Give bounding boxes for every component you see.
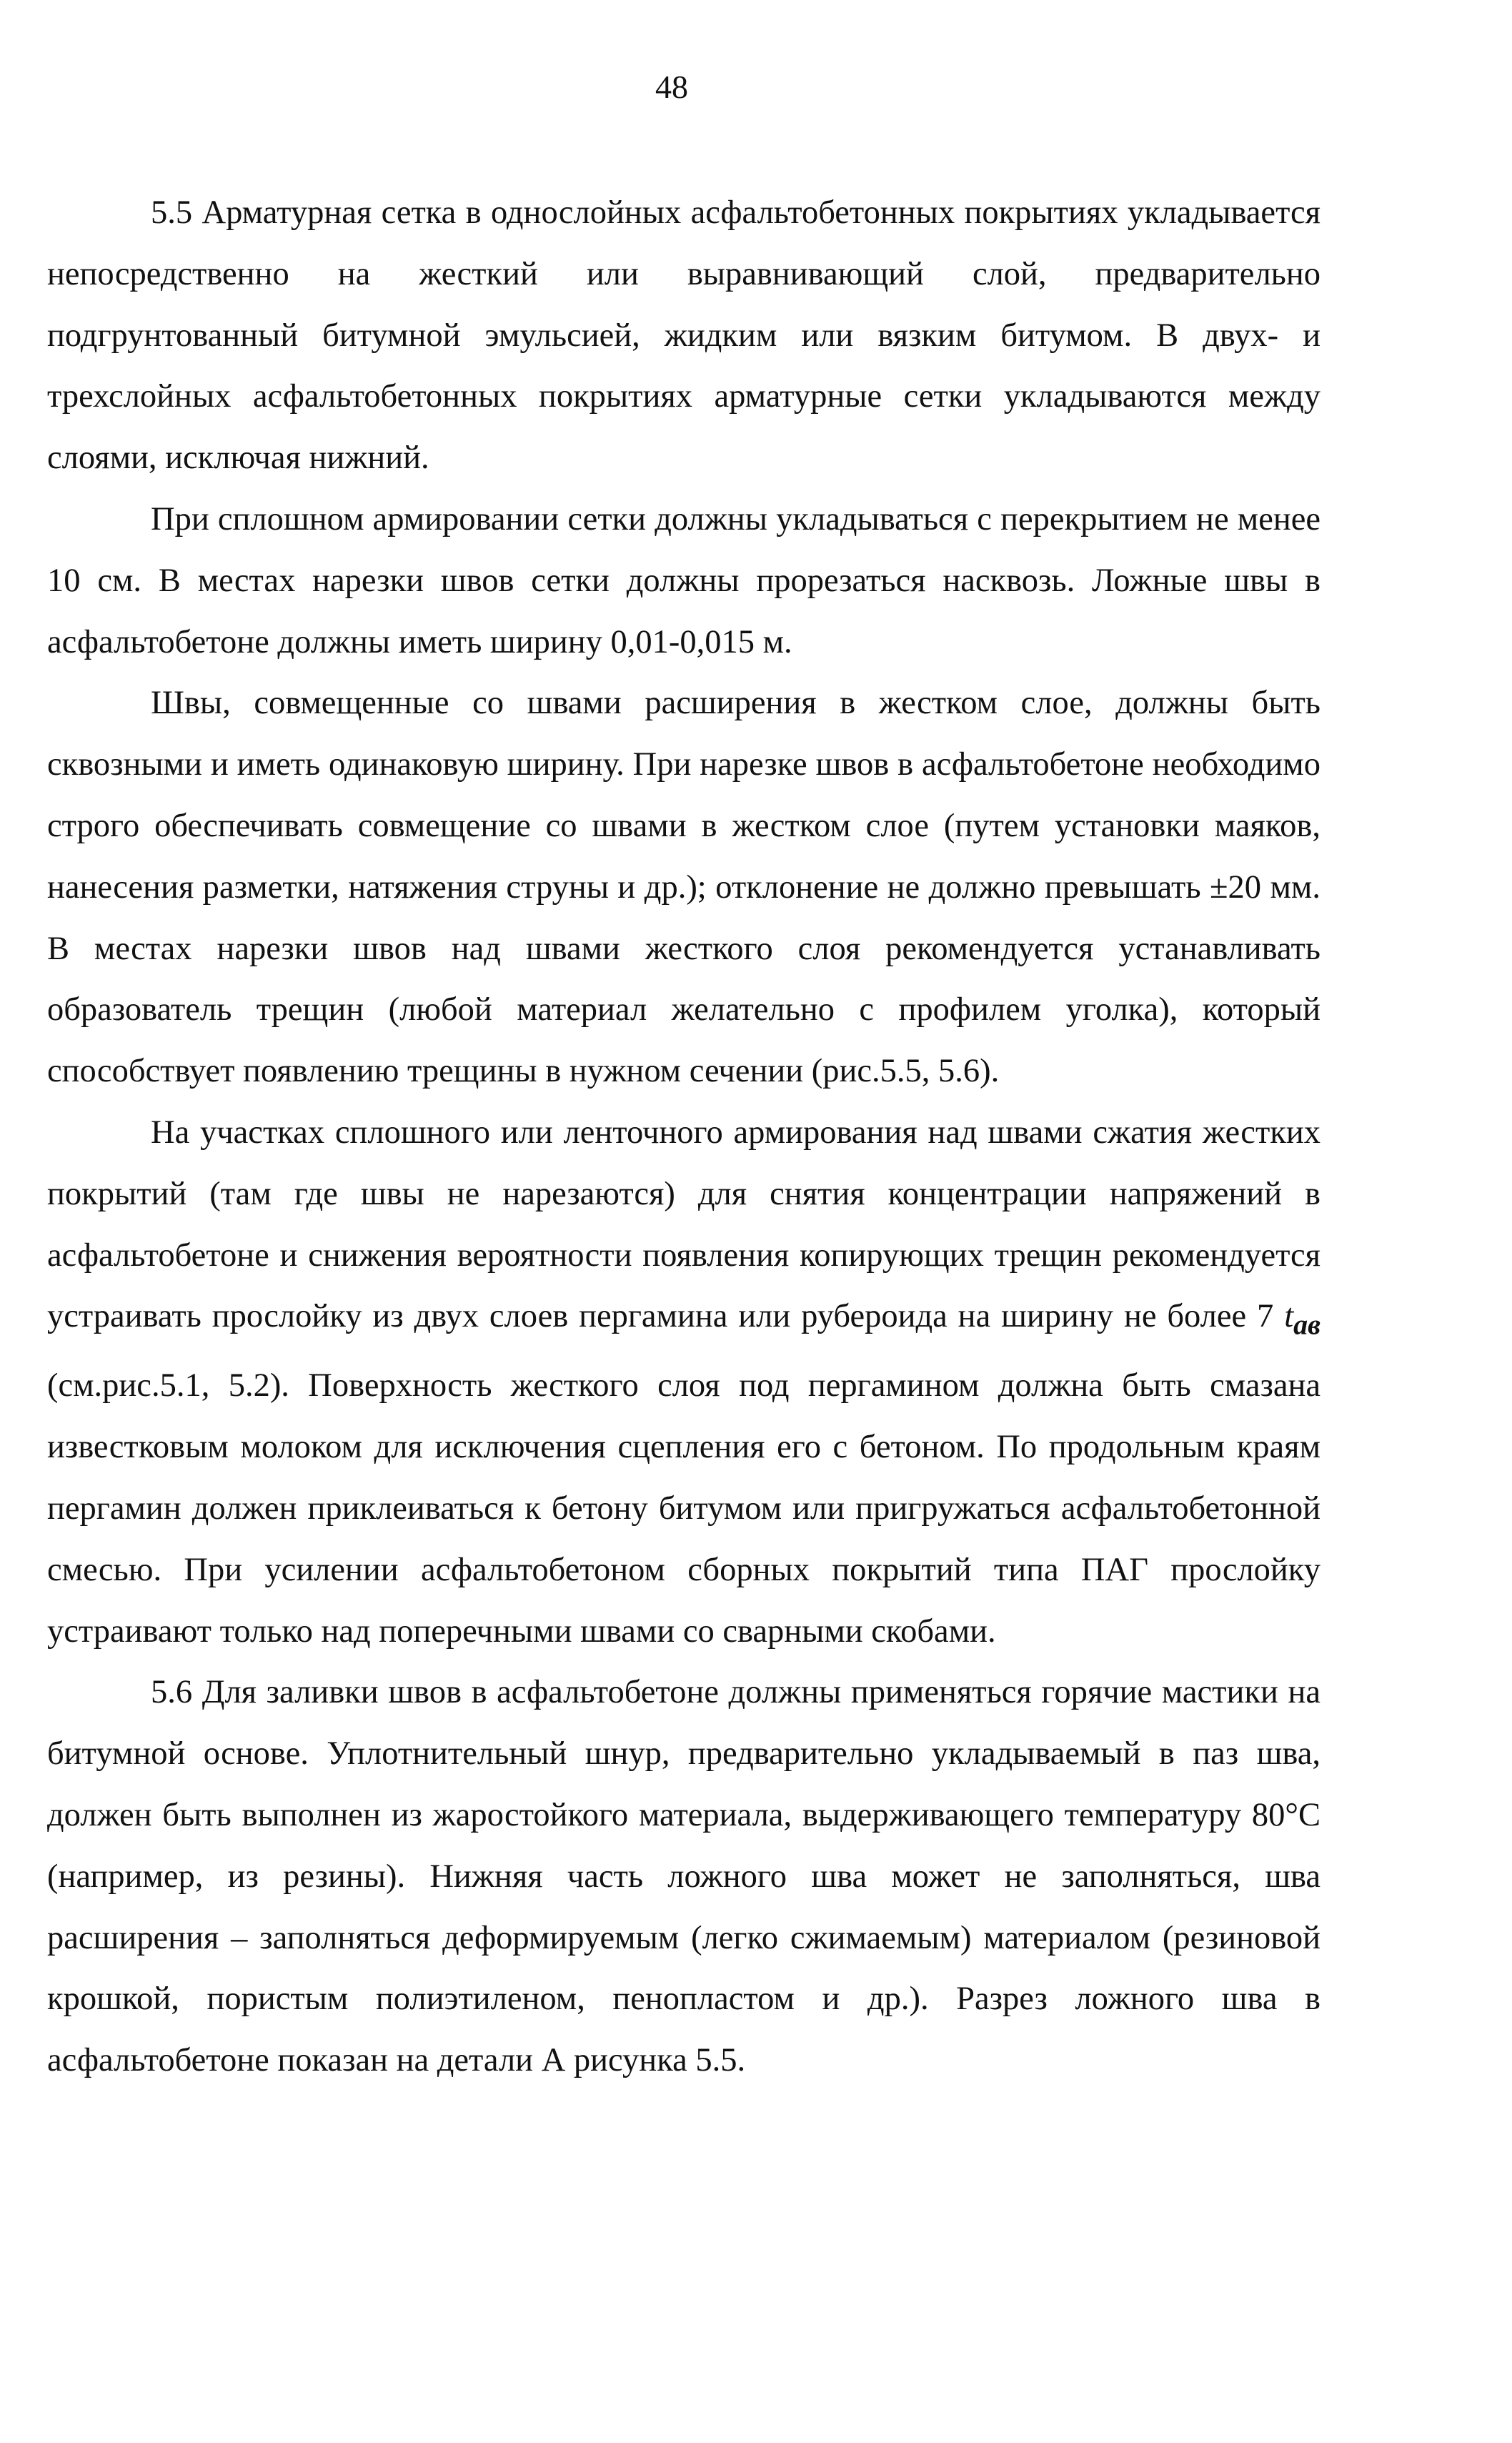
- thickness-symbol: t: [1284, 1298, 1294, 1335]
- paragraph-interlayer-after: (см.рис.5.1, 5.2). Поверхность жесткого слоя под пергамином должна быть смазана известковым молоком для исключения сцепления его с бетоном. По продольным краям пергамин должен приклеиваться к бетону битумом или пригружаться асфальтобетонной смесью. При усилении асфальтобетоном сборных покрытий типа ПАГ прослойку устраивают только над поперечными швами со сварными скобами.: [47, 1367, 1320, 1650]
- thickness-symbol-subscript: ав: [1293, 1308, 1320, 1341]
- paragraph-mesh-overlap: При сплошном армировании сетки должны укладываться с перекрытием не менее 10 см. В местах нарезки швов сетки должны прорезаться насквозь. Ложные швы в асфальтобетоне должны иметь ширину 0,01-0,015 м.: [47, 500, 1320, 660]
- page-number: 48: [655, 69, 688, 105]
- paragraph-expansion-joints: Швы, совмещенные со швами расширения в жестком слое, должны быть сквозными и иметь одинаковую ширину. При нарезке швов в асфальтобетоне необходимо строго обеспечивать совмещение со швами в жестком слое (путем установки маяков, нанесения разметки, натяжения струны и др.); отклонение не должно превышать ±20 мм. В местах нарезки швов над швами жесткого слоя рекомендуется устанавливать образователь трещин (любой материал желательно с профилем уголка), который способствует появлению трещины в нужном сечении (рис.5.5, 5.6).: [47, 685, 1320, 1090]
- body-text: [47, 182, 1320, 2091]
- paragraph-interlayer: [47, 1102, 1320, 1662]
- paragraph-5-6: 5.6 Для заливки швов в асфальтобетоне должны применяться горячие мастики на битумной основе. Уплотнительный шнур, предварительно укладываемый в паз шва, должен быть выполнен из жаростойкого материала, выдерживающего температуру 80°С (например, из резины). Нижняя часть ложного шва может не заполняться, шва расширения – заполняться деформируемым (легко сжимаемым) материалом (резиновой крошкой, пористым полиэтиленом, пенопластом и др.). Разрез ложного шва в асфальтобетоне показан на детали А рисунка 5.5.: [47, 1674, 1320, 2079]
- paragraph-interlayer-before: На участках сплошного или ленточного армирования над швами сжатия жестких покрытий (там где швы не нарезаются) для снятия концентрации напряжений в асфальтобетоне и снижения вероятности появления копирующих трещин рекомендуется устраивать прослойку из двух слоев пергамина или рубероида на ширину не более 7: [47, 1114, 1320, 1335]
- paragraph-5-5: 5.5 Арматурная сетка в однослойных асфальтобетонных покрытиях укладывается непосредственно на жесткий или выравнивающий слой, предварительно подгрунтованный битумной эмульсией, жидким или вязким битумом. В двух- и трехслойных асфальтобетонных покрытиях арматурные сетки укладываются между слоями, исключая нижний.: [47, 194, 1320, 477]
